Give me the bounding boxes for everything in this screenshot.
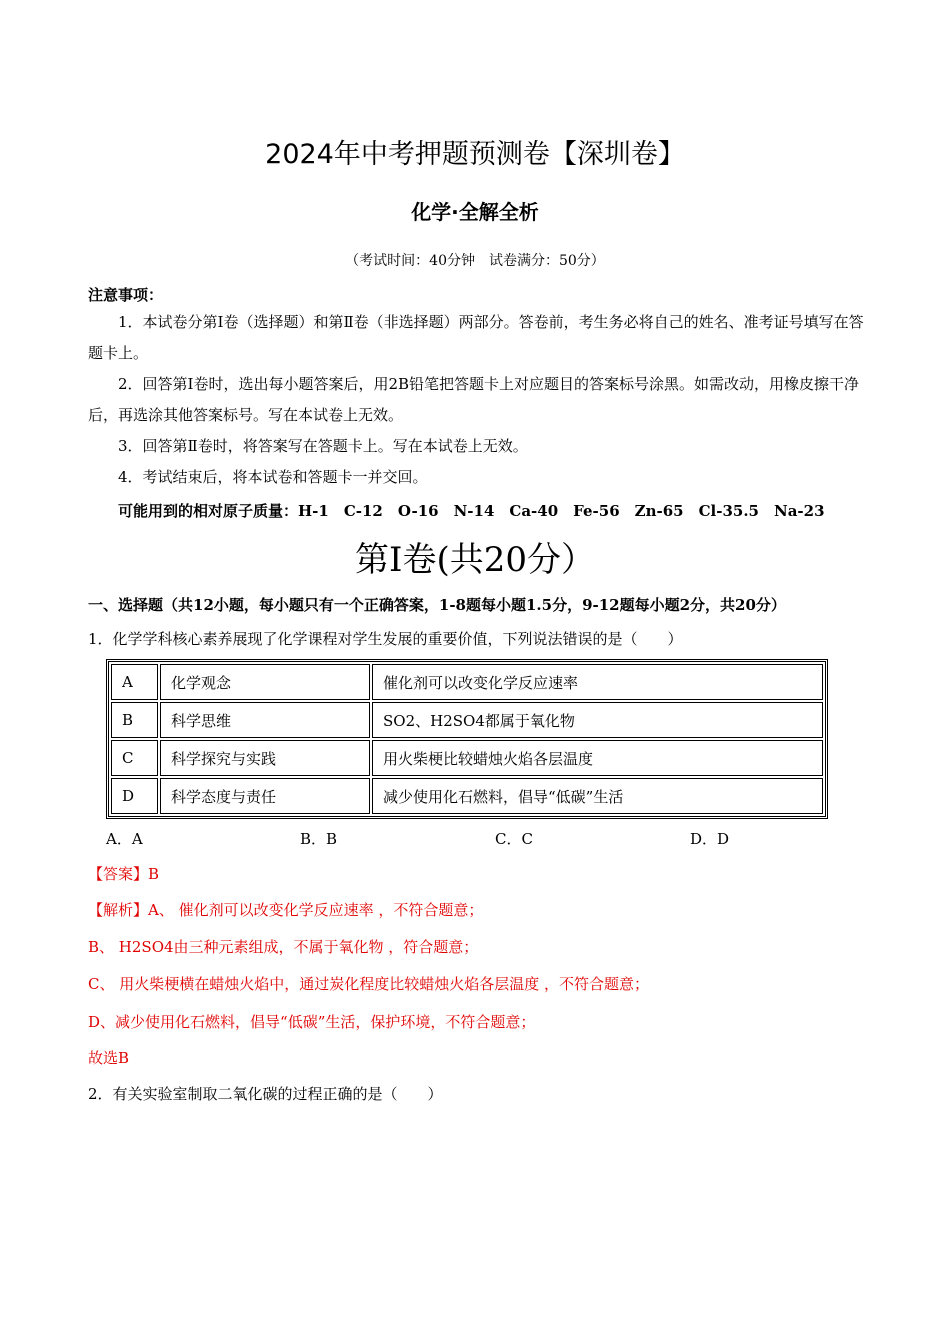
analysis-line: 故选B bbox=[88, 1049, 130, 1067]
analysis-line: D、减少使用化石燃料，倡导“低碳”生活，保护环境，不符合题意； bbox=[88, 1013, 536, 1031]
question-2-stem: 2．有关实验室制取二氧化碳的过程正确的是（ ） bbox=[88, 1085, 443, 1103]
choice-c: C．C bbox=[495, 830, 533, 848]
table-cell: 用火柴梗比较蜡烛火焰各层温度 bbox=[372, 740, 823, 776]
page-subtitle: 化学·全解全析 bbox=[411, 200, 539, 224]
question-1-table bbox=[106, 659, 828, 819]
table-row bbox=[111, 740, 823, 776]
table-cell: 科学思维 bbox=[160, 702, 370, 738]
table-cell: 科学态度与责任 bbox=[160, 778, 370, 814]
table-cell: 减少使用化石燃料，倡导“低碳”生活 bbox=[372, 778, 823, 814]
atomic-masses: 可能用到的相对原子质量：H-1 C-12 O-16 N-14 Ca-40 Fe-56 Zn-65 Cl-35.5 Na-23 bbox=[118, 502, 825, 520]
notice-item: 2．回答第Ⅰ卷时，选出每小题答案后，用2B铅笔把答题卡上对应题目的答案标号涂黑。如需改动，用橡皮擦干净后，再选涂其他答案标号。写在本试卷上无效。 bbox=[88, 375, 860, 424]
table-cell: 科学探究与实践 bbox=[160, 740, 370, 776]
notice-heading: 注意事项： bbox=[88, 286, 164, 304]
choice-a: A．A bbox=[106, 830, 143, 848]
section-heading: 一、选择题（共12小题，每小题只有一个正确答案，1-8题每小题1.5分，9-12题每小题2分，共20分） bbox=[88, 596, 786, 614]
notice-item: 3．回答第Ⅱ卷时，将答案写在答题卡上。写在本试卷上无效。 bbox=[118, 437, 528, 455]
table-cell: 化学观念 bbox=[160, 664, 370, 700]
table-cell: 催化剂可以改变化学反应速率 bbox=[372, 664, 823, 700]
analysis-line: C、 用火柴梗横在蜡烛火焰中，通过炭化程度比较蜡烛火焰各层温度 ，不符合题意； bbox=[88, 975, 650, 993]
table-cell: D bbox=[111, 778, 158, 814]
notice-item: 4．考试结束后，将本试卷和答题卡一并交回。 bbox=[118, 468, 428, 486]
table-cell: SO2、H2SO4都属于氧化物 bbox=[372, 702, 823, 738]
notice-item: 1．本试卷分第Ⅰ卷（选择题）和第Ⅱ卷（非选择题）两部分。答卷前，考生务必将自己的姓名、准考证号填写在答题卡上。 bbox=[88, 313, 864, 362]
part-heading: 第Ⅰ卷(共20分） bbox=[355, 540, 595, 580]
table-row bbox=[111, 702, 823, 738]
table-cell: B bbox=[111, 702, 158, 738]
exam-info: （考试时间：40分钟 试卷满分：50分） bbox=[345, 253, 605, 269]
table-cell: C bbox=[111, 740, 158, 776]
table-cell: A bbox=[111, 664, 158, 700]
answer: 【答案】B bbox=[88, 865, 160, 883]
page-title: 2024年中考押题预测卷【深圳卷】 bbox=[265, 139, 685, 170]
table-row bbox=[111, 778, 823, 814]
choice-d: D．D bbox=[690, 830, 730, 848]
choice-b: B．B bbox=[300, 830, 338, 848]
analysis-line: B、 H2SO4由三种元素组成，不属于氧化物 ，符合题意； bbox=[88, 938, 479, 956]
table-row bbox=[111, 664, 823, 700]
question-1-stem: 1．化学学科核心素养展现了化学课程对学生发展的重要价值，下列说法错误的是（ ） bbox=[88, 630, 683, 648]
analysis-line: 【解析】A、 催化剂可以改变化学反应速率 ，不符合题意； bbox=[88, 901, 484, 919]
